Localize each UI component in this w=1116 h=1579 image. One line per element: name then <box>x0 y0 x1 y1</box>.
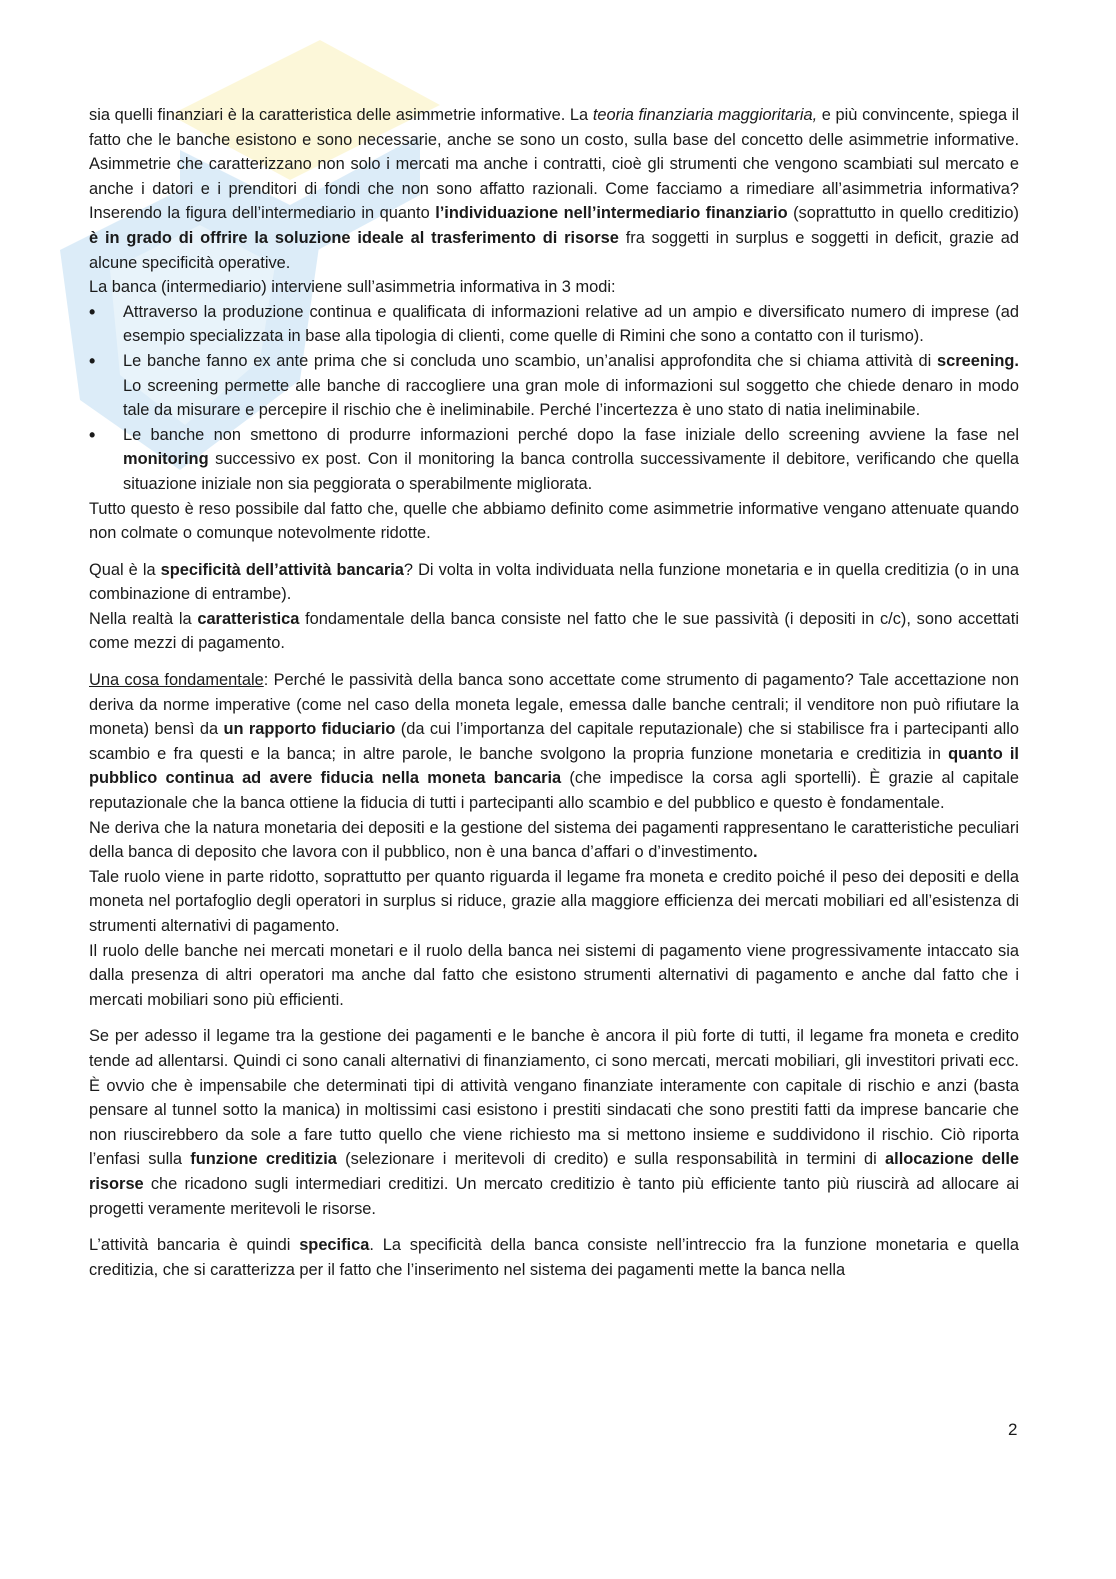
list-item: • Le banche non smettono di produrre informazioni perché dopo la fase iniziale dello screening avviene la fase nel monitoring successivo ex post. Con il monitoring la banca controlla successivamente il debitore, verificando che quella situazione iniziale non sia peggiorata o sperabilmente migliorata. <box>89 424 1019 493</box>
paragraph-cosa-fondamentale: Una cosa fondamentale: Perché le passività della banca sono accettate come strumento di pagamento? Tale accettazione non deriva da norme imperative (come nel caso della moneta legale, emessa dalle banche centrali; il venditore non può rifiutare la moneta) bensì da un rapporto fiduciario (da cui l’importanza del capitale reputazionale) che si stabilisce fra i partecipanti allo scambio e fra questi e la banca; in altre parole, le banche svolgono la propria funzione monetaria e creditizia in quanto il pubblico continua ad avere fiducia nella moneta bancaria (che impedisce la corsa agli sportelli). È grazie al capitale reputazionale che la banca ottiene la fiducia di tutti i partecipanti allo scambio e del pubblico e questo è fondamentale. <box>89 671 1019 813</box>
page-number: 2 <box>1008 1420 1018 1439</box>
bullet-icon: • <box>89 301 96 322</box>
bullet-list <box>89 300 1019 497</box>
paragraph-asimmetrie: sia quelli finanziari è la caratteristica delle asimmetrie informative. La teoria finanziaria maggioritaria, e più convincente, spiega il fatto che le banche esistono e sono necessarie, anche se sono un costo, sulla base del concetto delle asimmetrie informative. Asimmetrie che caratterizzano non solo i mercati ma anche i contratti, cioè gli strumenti che vengono scambiati sul mercato e anche i datori e i prenditori di fondi che non sono affatto razionali. Come facciamo a rimediare all’asimmetria informativa? Inserendo la figura dell’intermediario in quanto l’individuazione nell’intermediario finanziario (soprattutto in quello creditizio) è in grado di offrire la soluzione ideale al trasferimento di risorse fra soggetti in surplus e soggetti in deficit, grazie ad alcune specificità operative. <box>89 106 1019 272</box>
list-item: • Le banche fanno ex ante prima che si concluda uno scambio, un’analisi approfondita che si chiama attività di screening. Lo screening permette alle banche di raccogliere una gran mole di informazioni sul soggetto che chiede denaro in modo tale da misurare e percepire il rischio che è ineliminabile. Perché l’incertezza è uno stato di natia ineliminabile. <box>89 350 1019 420</box>
bullet-icon: • <box>89 424 96 445</box>
paragraph-ruolo-ridotto: Tale ruolo viene in parte ridotto, soprattutto per quanto riguarda il legame fra moneta e credito poiché il peso dei depositi e della moneta nel portafoglio degli operatori in surplus si riduce, grazie alla maggiore efficienza dei mercati mobiliari ed all’esistenza di strumenti alternativi di pagamento. <box>89 867 1019 935</box>
paragraph-tre-modi: La banca (intermediario) interviene sull’asimmetria informativa in 3 modi: <box>89 278 616 297</box>
paragraph-natura-monetaria: Ne deriva che la natura monetaria dei depositi e la gestione del sistema dei pagamenti rappresentano le caratteristiche peculiari della banca di deposito che lavora con il pubblico, non è una banca d’affari o d’investimento. <box>89 818 1019 862</box>
list-item: • Attraverso la produzione continua e qualificata di informazioni relative ad un ampio e diversificato numero di imprese (ad esempio specializzata in base alla tipologia di clienti, come quelle di Rimini che sono a contatto con il turismo). <box>89 301 1019 346</box>
paragraph-attivita-specifica: L’attività bancaria è quindi specifica. La specificità della banca consiste nell’intreccio fra la funzione monetaria e quella creditizia, che si caratterizza per il fatto che l’inserimento nel sistema dei pagamenti mette la banca nella <box>89 1236 1019 1279</box>
document-page <box>89 103 1019 1282</box>
paragraph-ruolo-banche: Il ruolo delle banche nei mercati monetari e il ruolo della banca nei sistemi di pagamento viene progressivamente intaccato sia dalla presenza di altri operatori ma anche dal fatto che esistono strumenti alternativi di pagamento e anche dal fatto che i mercati mobiliari sono più efficienti. <box>89 941 1019 1009</box>
paragraph-legame: Se per adesso il legame tra la gestione dei pagamenti e le banche è ancora il più forte di tutti, il legame fra moneta e credito tende ad allentarsi. Quindi ci sono canali alternativi di finanziamento, ci sono mercati, mercati mobiliari, gli investitori privati ecc. È ovvio che è impensabile che determinati tipi di attività vengano finanziate interamente con capitale di rischio e anzi (basta pensare al tunnel sotto la manica) in moltissimi casi esistono i prestiti sindacati che sono prestiti fatti da imprese bancarie che non riuscirebbero da sole a fare tutto quello che viene richiesto ma si mettono insieme e suddividono il rischio. Ciò riporta l’enfasi sulla funzione creditizia (selezionare i meritevoli di credito) e sulla responsabilità in termini di allocazione delle risorse che ricadono sugli intermediari creditizi. Un mercato creditizio è tanto più efficiente tanto più riuscirà ad allocare ai progetti veramente meritevoli le risorse. <box>89 1027 1020 1218</box>
paragraph-caratteristica: Nella realtà la caratteristica fondamentale della banca consiste nel fatto che le sue passività (i depositi in c/c), sono accettati come mezzi di pagamento. <box>89 609 1019 653</box>
paragraph-specificita: Qual è la specificità dell’attività bancaria? Di volta in volta individuata nella funzione monetaria e in quella creditizia (o in una combinazione di entrambe). <box>89 560 1019 604</box>
bullet-icon: • <box>89 350 96 371</box>
paragraph-attenuate: Tutto questo è reso possibile dal fatto che, quelle che abbiamo definito come asimmetrie informative vengano attenuate quando non colmate o comunque notevolmente ridotte. <box>89 499 1019 543</box>
